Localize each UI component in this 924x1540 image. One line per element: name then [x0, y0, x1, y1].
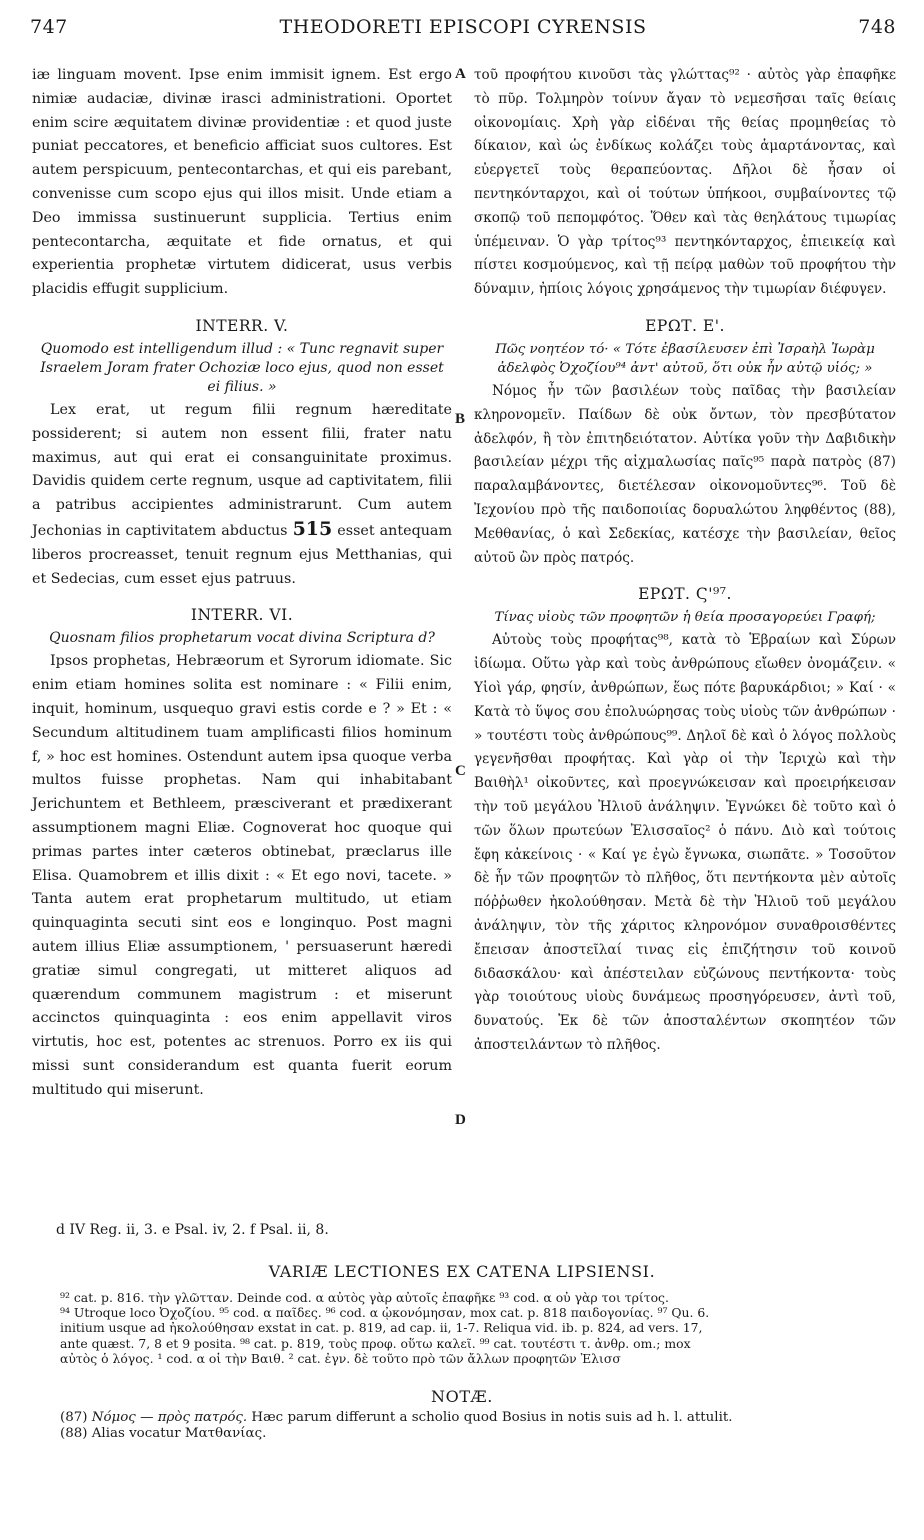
margin-letter-a: A: [455, 66, 466, 82]
nota-number: (87): [60, 1410, 88, 1425]
running-title: THEODORETI EPISCOPI CYRENSIS: [279, 16, 647, 38]
interr-6-answer: Ipsos prophetas, Hebræorum et Syrorum idiomate. Sic enim etiam homines solita est nominare : « Filii enim, inquit, hominum, usquequo gravi estis corde e ? » Et : « Secundum altitudinem tuam amplificasti filios hominum f, » hoc est homines. Ostendunt autem ipsa quoque verba multos fuisse prophetas. Nam qui inhabitabant Jerichuntem et Bethleem, præsciverant et prædixerant assumptionem magni Eliæ. Cognoverat hoc quoque qui primas partes inter cæteros obtinebat, præclarus ille Elisa. Quamobrem et illis dixit : « Et ego novi, tacete. » Tanta autem erat prophetarum multitudo, ut etiam quinquaginta secuti sint eos e longinquo. Post magni autem illius Eliæ assumptionem, ' persuaserunt hæredi gratiæ simul congregati, ut mitteret aliquos ad quærendum communem magistrum : et miserunt accinctos quinquaginta : eos enim appellavit viros virtutis, hoc est, potentes ac strenuos. Porro ex iis qui missi sunt considerandum est quanta fuerit eorum multitudo qui miserunt.: [32, 653, 452, 1098]
greek-intro-paragraph: τοῦ προφήτου κινοῦσι τὰς γλώττας⁹² · αὐτὸς γὰρ ἐπαφῆκε τὸ πῦρ. Τολμηρὸν τοίνυν ἄγαν τὸ νεμεσῆσαι ταῖς θείαις οἰκονομίαις. Χρὴ γὰρ εἰδέναι τῆς θείας προμηθείας τὸ δίκαιον, καὶ ὡς ἐνδίκως κολάζει τοὺς ἁμαρτάνοντας, καὶ εὐεργετεῖ τοὺς θεραπεύοντας. Δῆλοι δὲ ἦσαν οἱ πεντηκόνταρχοι, καὶ οἱ τούτων ὑπήκοοι, συμβαίνοντες τῷ σκοπῷ τοῦ πεπομφότος. Ὅθεν καὶ τὰς θεηλάτους τιμωρίας ὑπέμειναν. Ὁ γὰρ τρίτος⁹³ πεντηκόνταρχος, ἐπιεικείᾳ καὶ πίστει κοσμούμενος, καὶ τῇ πείρᾳ μαθὼν τοῦ προφήτου τὴν δύναμιν, ἠπίοις λόγοις χρησάμενος τὴν τιμωρίαν διέφυγεν.: [474, 67, 896, 298]
interr-5-heading: INTERR. V.: [195, 316, 289, 335]
variae-line: ⁹⁴ Utroque loco Ὀχοζίου. ⁹⁵ cod. α παῖδες. ⁹⁶ cod. α ᾠκονόμησαν, mox cat. p. 818 παιδογονίας. ⁹⁷ Qu. 6.: [60, 1305, 710, 1321]
erot-5-question: Πῶς νοητέον τό· « Τότε ἐβασίλευσεν ἐπὶ Ἰσραὴλ Ἰωρὰμ ἀδελφὸς Ὀχοζίου⁹⁴ ἀντ' αὐτοῦ, ὅτι οὐκ ἦν αὐτῷ υἱός; »: [495, 341, 875, 376]
interr-5-answer-part2: esset antequam liberos procreasset, tenuit regnum ejus Metthanias, qui et Sedecias, cum esset ejus patruus.: [32, 522, 453, 587]
erot-5-answer: Νόμος ἦν τῶν βασιλέων τοὺς παῖδας τὴν βασιλείαν κληρονομεῖν. Παίδων δὲ οὐκ ὄντων, τὸν πρεσβύτατον ἀδελφόν, ἢ τὸν ἐπιτηδειότατον. Αὐτίκα γοῦν τὴν Δαβιδικὴν βασιλείαν μέχρι τῆς αἰχμαλωσίας παῖς⁹⁵ παρὰ πατρὸς (87) παραλαμβάνοντες, διετέλεσαν οἰκονομοῦντες⁹⁶. Τοῦ δὲ Ἰεχονίου πρὸ τῆς παιδοποιίας δορυαλώτου ληφθέντος (88), Μεθθανίας, ὁ καὶ Σεδεκίας, κατέσχε τὴν βασιλείαν, θεῖος αὐτοῦ ὢν πρὸς πατρός.: [474, 382, 896, 566]
nota-lemma: Νόμος — πρὸς πατρός.: [91, 1410, 248, 1425]
page-number-right: 748: [858, 16, 896, 38]
latin-column: [32, 64, 452, 1102]
variae-line: αὐτὸς ὁ λόγος. ¹ cod. α οἱ τὴν Βαιθ. ² cat. ἐγν. δὲ τοῦτο πρὸ τῶν ἄλλων προφητῶν Ἐλισσ: [60, 1350, 621, 1366]
variae-lectiones: [60, 1290, 894, 1366]
nota-text: Hæc parum differunt a scholio quod Bosius in notis suis ad h. l. attulit.: [251, 1410, 733, 1425]
interr-6-heading: INTERR. VI.: [190, 606, 294, 625]
variae-line: initium usque ad ἠκολούθησαν exstat in cat. p. 819, ad cap. ii, 1-7. Reliqua vid. ib. p. 824, ad vers. 17,: [60, 1320, 703, 1336]
nota-number: (88): [60, 1426, 88, 1441]
page-number-left: 747: [30, 16, 68, 38]
running-header: [30, 16, 896, 46]
erot-6-heading: ΕΡΩΤ. Ϛ'⁹⁷.: [638, 585, 732, 604]
variae-line: ⁹² cat. p. 816. τὴν γλῶτταν. Deinde cod. α αὐτὸς γὰρ αὐτοῖς ἐπαφῆκε ⁹³ cod. α οὐ γὰρ τοι τρίτος.: [60, 1290, 669, 1305]
margin-letter-c: C: [455, 763, 466, 779]
margin-letter-d: D: [455, 1112, 466, 1128]
variae-line: ante quæst. 7, 8 et 9 posita. ⁹⁸ cat. p. 819, τοὺς προφ. οὕτω καλεῖ. ⁹⁹ cat. τουτέστι τ. ἀνθρ. om.; mox: [60, 1335, 691, 1351]
column-number: 515: [292, 517, 333, 540]
erot-6-answer: Αὐτοὺς τοὺς προφήτας⁹⁸, κατὰ τὸ Ἑβραίων καὶ Σύρων ἰδίωμα. Οὕτω γὰρ καὶ τοὺς ἀνθρώπους εἴωθεν ὀνομάζειν. « Υἱοὶ γάρ, φησίν, ἀνθρώπων, ἕως πότε βαρυκάρδιοι; » Καί · « Κατὰ τὸ ὕψος σου ἐπολυώρησας τοὺς υἱοὺς τῶν ἀνθρώπων · » τουτέστι τοὺς ἀνθρώπους⁹⁹. Δηλοῖ δὲ καὶ ὁ λόγος πολλοὺς γεγενῆσθαι προφήτας. Καὶ γὰρ οἱ τὴν Ἱεριχὼ καὶ τὴν Βαιθὴλ¹ οἰκοῦντες, καὶ προεγνώκεισαν καὶ προειρήκεισαν τὴν τοῦ μεγάλου Ἠλιοῦ ἀνάληψιν. Ἐγνώκει δὲ τοῦτο καὶ ὁ τῶν ὅλων πρωτεύων Ἐλισσαῖος² ὁ πάνυ. Διὸ καὶ τούτοις ἔφη κἀκείνοις · « Καί γε ἐγὼ ἔγνωκα, σιωπᾶτε. » Τοσοῦτον δὲ ἦν τῶν προφητῶν τὸ πλῆθος, ὅτι πεντήκοντα μὲν αὐτοῖς πόῤῥωθεν ἠκολούθησαν. Μετὰ δὲ τὴν Ἠλιοῦ τοῦ μεγάλου ἀνάληψιν, τὸν τῆς χάριτος κληρονόμον συναθροισθέντες ἔπεισαν ἀποστεῖλαί τινας εἰς ἐπιζήτησιν τοῦ κοινοῦ διδασκάλου· καὶ ἀπέστειλαν εὐζώνους πεντήκοντα· τοὺς γὰρ τοιούτους υἱοὺς δυνάμεως προσηγόρευσεν, ἀντὶ τοῦ, δυνατούς. Ἐκ δὲ τῶν ἀποσταλέντων σκοπητέον τῶν ἀποστειλάντων τὸ πλῆθος.: [474, 632, 896, 1053]
notae-heading: NOTÆ.: [431, 1387, 493, 1406]
interr-5-answer: [32, 399, 452, 591]
greek-column: [474, 64, 896, 1058]
margin-letter-b: B: [455, 411, 466, 427]
scripture-footnotes: d IV Reg. ii, 3. e Psal. iv, 2. f Psal. ii, 8.: [56, 1222, 329, 1238]
nota-text: Alias vocatur Ματθανίας.: [91, 1426, 267, 1441]
nota-87: [60, 1410, 894, 1426]
nota-88: [60, 1426, 894, 1442]
interr-6-question: Quosnam filios prophetarum vocat divina Scriptura d?: [49, 630, 435, 647]
interr-5-answer-part1: Lex erat, ut regum filii regnum hæreditate possiderent; si autem non essent filii, frater natu maximus, aut qui erat ei consanguinitate proximus. Davidis quidem certe regnum, usque ad captivitatem, filii a patribus accipientes administrarunt. Cum autem Jechonias in captivitatem abductus: [32, 401, 452, 539]
variae-lectiones-heading: VARIÆ LECTIONES EX CATENA LIPSIENSI.: [268, 1262, 656, 1281]
notae: [60, 1410, 894, 1442]
erot-6-question: Τίνας υἱοὺς τῶν προφητῶν ἡ θεία προσαγορεύει Γραφή;: [494, 610, 876, 626]
interr-5-question: Quomodo est intelligendum illud : « Tunc regnavit super Israelem Joram frater Ochoziæ loco ejus, quod non esset ei filius. »: [40, 340, 444, 395]
latin-intro-paragraph: iæ linguam movent. Ipse enim immisit ignem. Est ergo nimiæ audaciæ, divinæ irasci administrationi. Oportet enim scire æquitatem divinæ providentiæ : et quod juste puniat peccatores, et beneficio afficiat suos cultores. Est autem perspicuum, pentecontarchas, et qui eis parebant, convenisse cum scopo ejus qui illos misit. Unde etiam a Deo immissa sustinuerunt supplicia. Tertius enim pentecontarcha, æquitate et fide ornatus, et qui experientia prophetæ virtutem didicerat, usus verbis placidis effugit supplicium.: [32, 67, 452, 298]
erot-5-heading: ΕΡΩΤ. Ε'.: [645, 316, 725, 335]
